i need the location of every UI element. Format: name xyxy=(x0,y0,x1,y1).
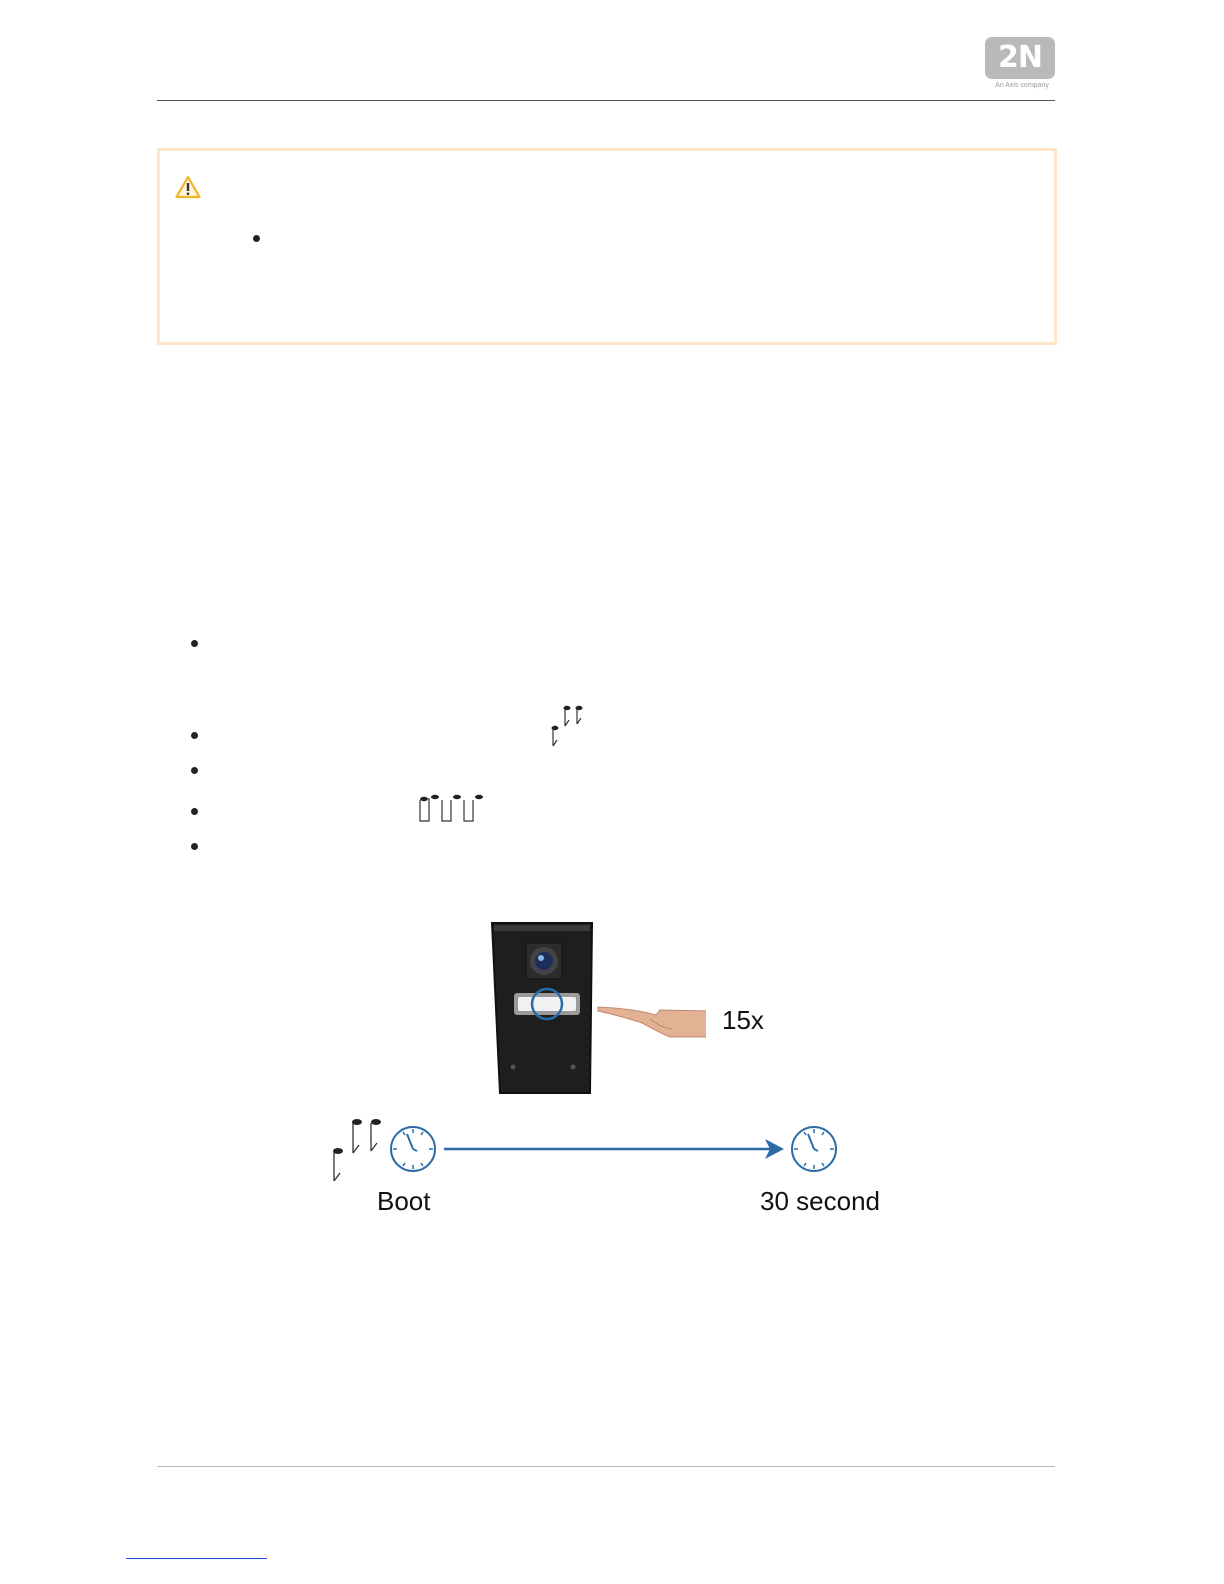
warning-list-bullet xyxy=(253,235,260,242)
company-logo xyxy=(985,37,1057,93)
reset-illustration xyxy=(320,915,900,1225)
clock-icon xyxy=(391,1127,435,1171)
press-count-label: 15x xyxy=(722,1005,764,1035)
logo-text: 2N xyxy=(998,40,1042,75)
boot-label: Boot xyxy=(377,1186,431,1216)
list-item-bullet xyxy=(191,640,198,647)
list-item-bullet xyxy=(191,808,198,815)
clock-icon xyxy=(792,1127,836,1171)
beep-notes-icon xyxy=(415,794,491,824)
list-item-bullet xyxy=(191,843,198,850)
footer-divider xyxy=(157,1466,1055,1467)
list-item-bullet xyxy=(191,732,198,739)
header-divider xyxy=(157,100,1055,101)
warning-panel xyxy=(157,148,1057,345)
beep-notes-icon xyxy=(548,704,586,748)
warning-icon xyxy=(175,175,201,199)
logo-tagline: An Axis company xyxy=(995,82,1049,89)
device-diagram xyxy=(320,915,900,1225)
footer-link-underline[interactable] xyxy=(126,1558,267,1559)
timeout-label: 30 second xyxy=(760,1186,880,1216)
list-item-bullet xyxy=(191,767,198,774)
